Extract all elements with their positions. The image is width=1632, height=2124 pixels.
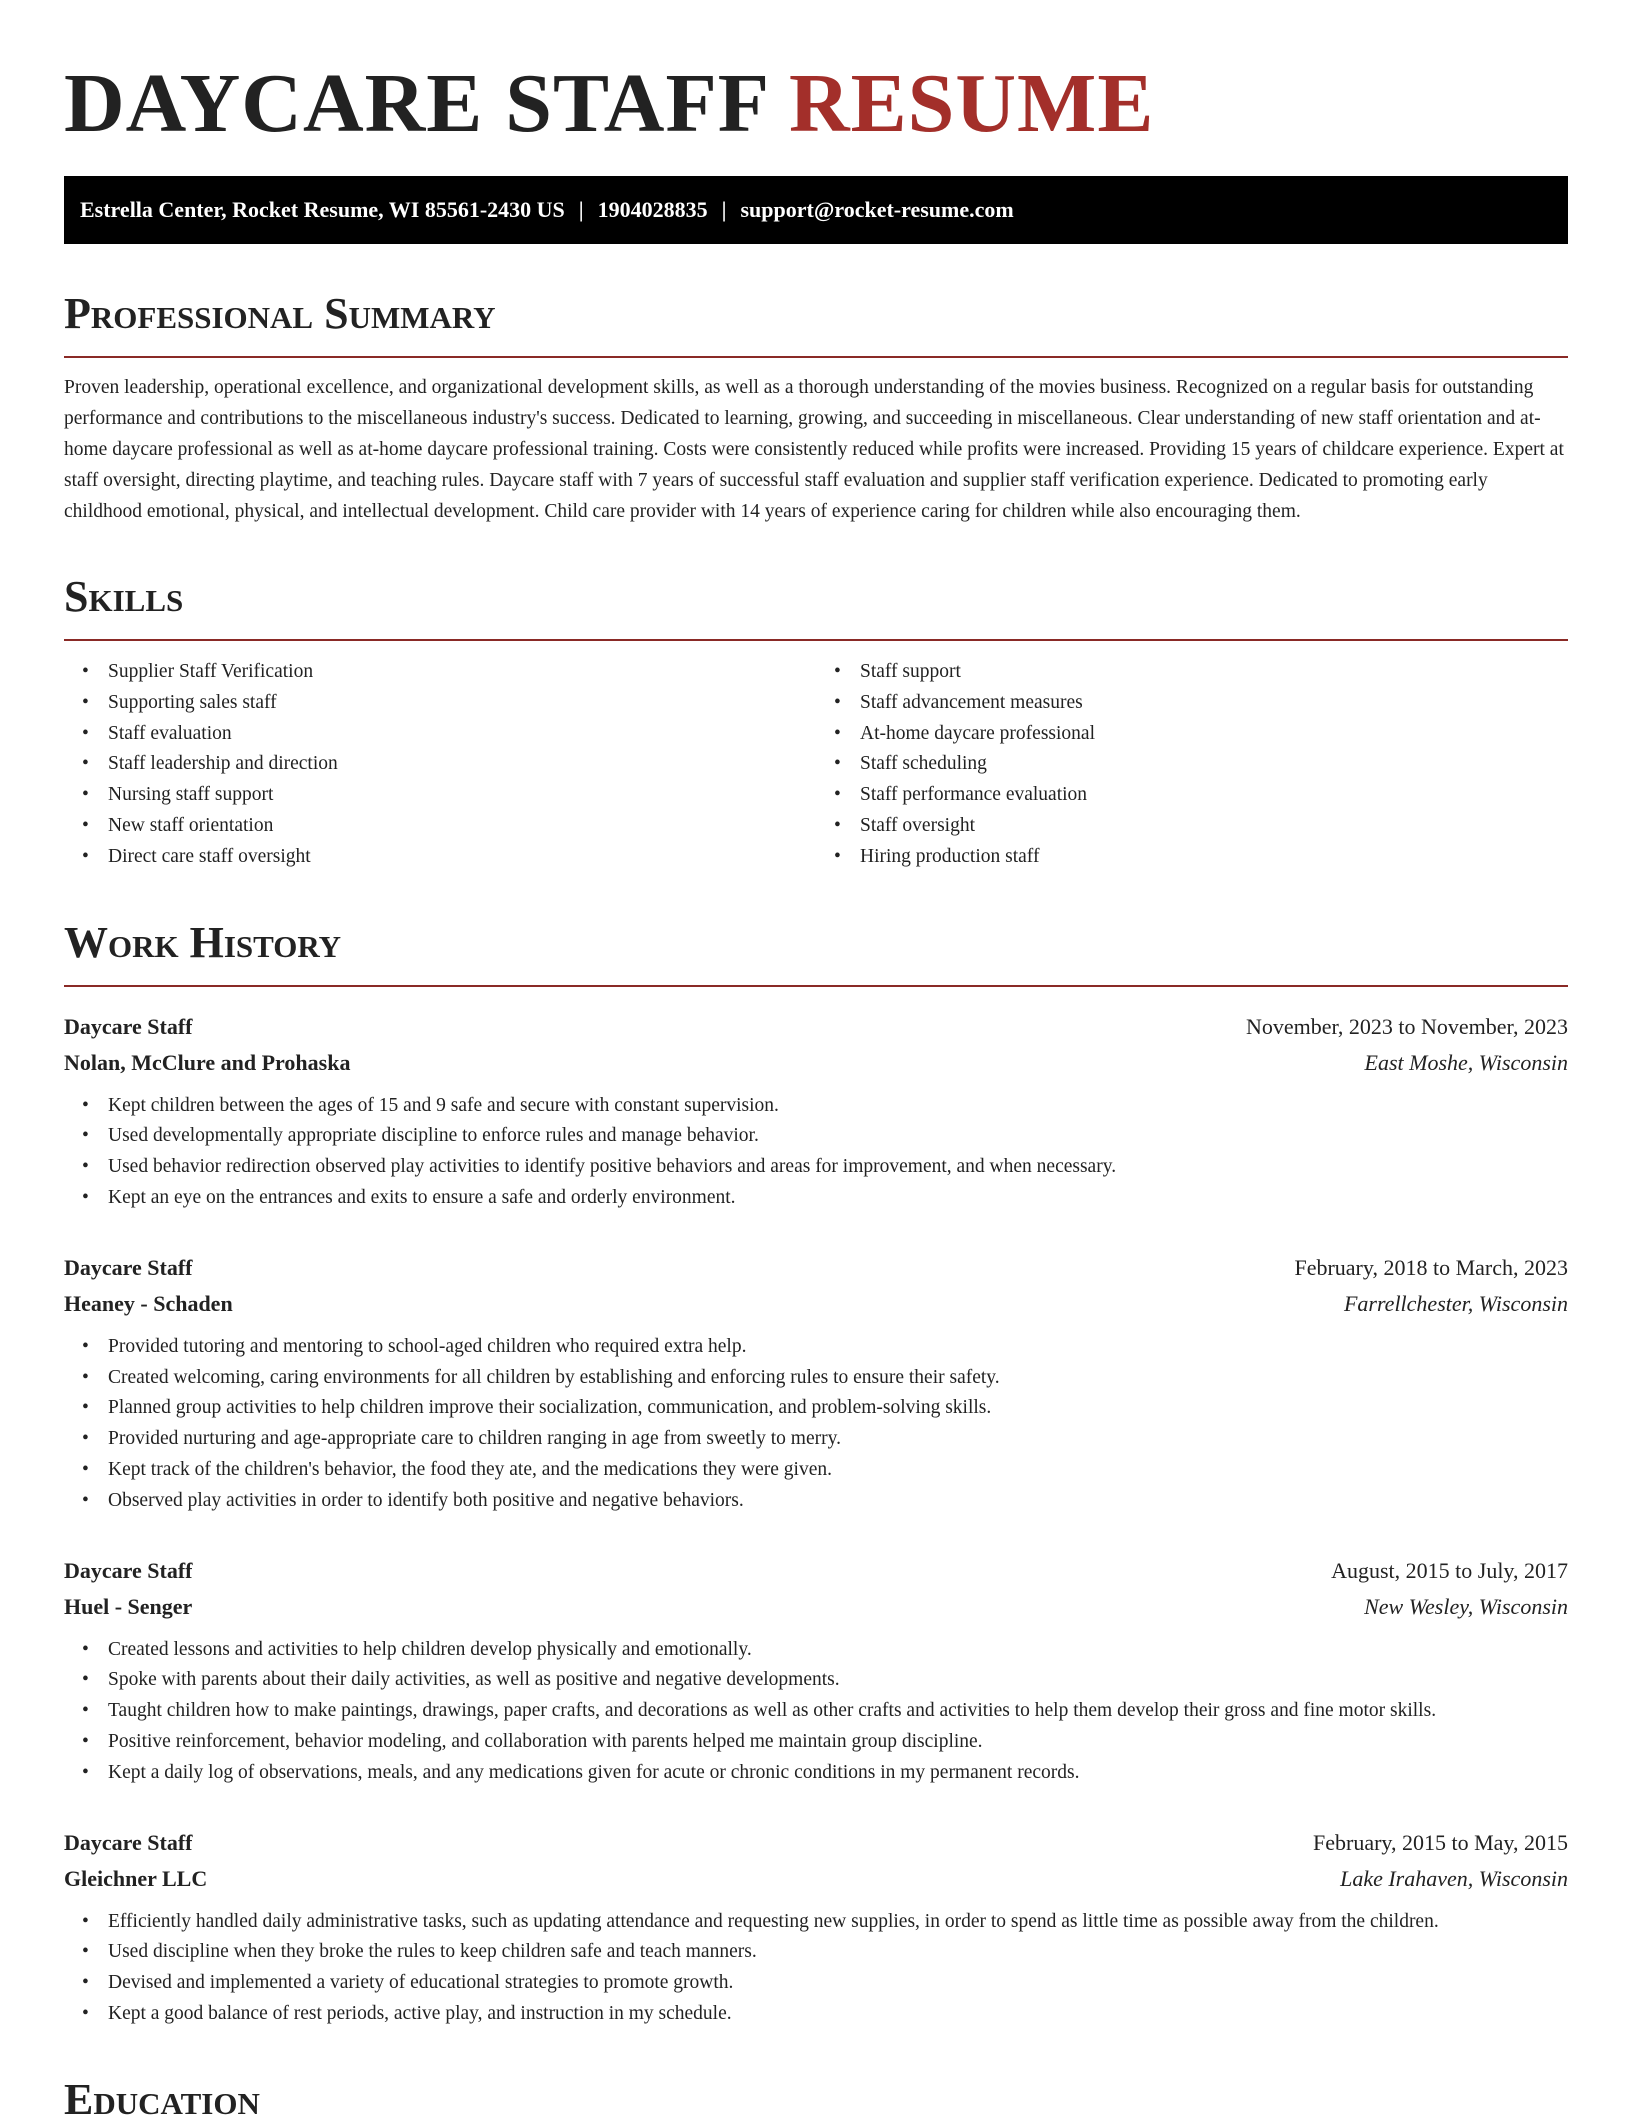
skill-item: • Staff scheduling xyxy=(860,749,1568,780)
job-bullet: • Kept a daily log of observations, meals, and any medications given for acute or chronic conditions in my permanent records. xyxy=(108,1758,1568,1789)
job-header-row xyxy=(64,1553,1568,1589)
job-bullets xyxy=(64,1907,1568,2030)
job-title: Daycare Staff xyxy=(64,1254,193,1280)
job-bullets xyxy=(64,1091,1568,1214)
job-location: East Moshe, Wisconsin xyxy=(1364,1049,1568,1075)
section-heading-skills: Skills xyxy=(64,572,184,621)
job-bullet: • Kept children between the ages of 15 and 9 safe and secure with constant supervision. xyxy=(108,1091,1568,1122)
job-bullet: • Created welcoming, caring environments for all children by establishing and enforcing rules to ensure their safety. xyxy=(108,1363,1568,1394)
job-bullet: • Used developmentally appropriate discipline to enforce rules and manage behavior. xyxy=(108,1121,1568,1152)
skill-item: • Staff evaluation xyxy=(108,719,816,750)
section-divider xyxy=(64,985,1568,987)
job-bullet: • Kept a good balance of rest periods, active play, and instruction in my schedule. xyxy=(108,1999,1568,2030)
skills-section xyxy=(64,573,1568,873)
job-dates: November, 2023 to November, 2023 xyxy=(1245,1013,1568,1039)
job-bullet: • Observed play activities in order to identify both positive and negative behaviors. xyxy=(108,1486,1568,1517)
job-header-row xyxy=(64,1250,1568,1286)
job-entry xyxy=(64,1553,1568,1789)
job-bullet: • Spoke with parents about their daily activities, as well as positive and negative developments. xyxy=(108,1665,1568,1696)
job-company: Nolan, McClure and Prohaska xyxy=(64,1049,351,1075)
summary-text: Proven leadership, operational excellence, and organizational development skills, as well as a thorough understanding of the movies business. Recognized on a regular basis for outstanding performance and contributions to the miscellaneous industry's success. Dedicated to learning, growing, and succeeding in miscellaneous. Clear understanding of new staff orientation and at-home daycare professional as well as at-home daycare professional training. Costs were consistently reduced while profits were increased. Providing 15 years of childcare experience. Expert at staff oversight, directing playtime, and teaching rules. Daycare staff with 7 years of successful staff evaluation and supplier staff verification experience. Dedicated to promoting early childhood emotional, physical, and intellectual development. Child care provider with 14 years of experience caring for children while also encouraging them. xyxy=(64,377,1564,522)
job-entry xyxy=(64,1825,1568,2030)
section-heading-education: Education xyxy=(64,2074,260,2124)
job-bullet: • Kept track of the children's behavior, the food they ate, and the medications they were given. xyxy=(108,1455,1568,1486)
professional-summary-section xyxy=(64,290,1568,527)
job-company-row xyxy=(64,1589,1568,1625)
job-bullet: • Positive reinforcement, behavior modeling, and collaboration with parents helped me maintain group discipline. xyxy=(108,1727,1568,1758)
work-history-section xyxy=(64,919,1568,2030)
job-entry xyxy=(64,1250,1568,1517)
contact-separator: | xyxy=(578,197,584,222)
job-title: Daycare Staff xyxy=(64,1829,193,1855)
skill-item: • Staff advancement measures xyxy=(860,688,1568,719)
job-company-row xyxy=(64,1861,1568,1897)
job-location: Lake Irahaven, Wisconsin xyxy=(1340,1865,1568,1891)
job-bullets xyxy=(64,1635,1568,1789)
job-bullet: • Planned group activities to help children improve their socialization, communication, and problem-solving skills. xyxy=(108,1393,1568,1424)
job-dates: February, 2018 to March, 2023 xyxy=(1294,1254,1568,1280)
skill-item: • Staff oversight xyxy=(860,811,1568,842)
job-title: Daycare Staff xyxy=(64,1013,193,1039)
job-bullet: • Efficiently handled daily administrative tasks, such as updating attendance and requesting new supplies, in order to spend as little time as possible away from the children. xyxy=(108,1907,1568,1938)
skills-grid xyxy=(64,657,1568,873)
section-divider xyxy=(64,639,1568,641)
job-entry xyxy=(64,1009,1568,1214)
section-heading-work-history: Work History xyxy=(64,917,342,967)
job-location: New Wesley, Wisconsin xyxy=(1364,1593,1568,1619)
contact-separator: | xyxy=(721,197,727,222)
job-bullet: • Devised and implemented a variety of educational strategies to promote growth. xyxy=(108,1968,1568,1999)
skill-item: • Direct care staff oversight xyxy=(108,842,816,873)
job-header-row xyxy=(64,1009,1568,1045)
job-bullet: • Used behavior redirection observed play activities to identify positive behaviors and areas for improvement, and when necessary. xyxy=(108,1152,1568,1183)
title-main: DAYCARE STAFF xyxy=(64,57,767,150)
job-company: Huel - Senger xyxy=(64,1593,193,1619)
job-company: Heaney - Schaden xyxy=(64,1290,233,1316)
skill-item: • Staff leadership and direction xyxy=(108,749,816,780)
title-accent: RESUME xyxy=(788,57,1155,150)
contact-email[interactable]: support@rocket-resume.com xyxy=(740,197,1014,222)
skills-column-left xyxy=(64,657,816,873)
job-bullet: • Provided tutoring and mentoring to school-aged children who required extra help. xyxy=(108,1332,1568,1363)
job-location: Farrellchester, Wisconsin xyxy=(1343,1290,1568,1316)
job-company: Gleichner LLC xyxy=(64,1865,208,1891)
skills-column-right xyxy=(816,657,1568,873)
skill-item: • At-home daycare professional xyxy=(860,719,1568,750)
contact-phone[interactable]: 1904028835 xyxy=(597,197,708,222)
skill-item: • Supporting sales staff xyxy=(108,688,816,719)
job-bullet: • Used discipline when they broke the rules to keep children safe and teach manners. xyxy=(108,1937,1568,1968)
skill-item: • New staff orientation xyxy=(108,811,816,842)
resume-title xyxy=(64,0,1568,150)
job-bullet: • Created lessons and activities to help children develop physically and emotionally. xyxy=(108,1635,1568,1666)
job-bullet: • Provided nurturing and age-appropriate care to children ranging in age from sweetly to merry. xyxy=(108,1424,1568,1455)
skill-item: • Hiring production staff xyxy=(860,842,1568,873)
section-divider xyxy=(64,356,1568,358)
job-company-row xyxy=(64,1045,1568,1081)
skill-item: • Staff performance evaluation xyxy=(860,780,1568,811)
job-header-row xyxy=(64,1825,1568,1861)
job-bullet: • Taught children how to make paintings, drawings, paper crafts, and decorations as well as other crafts and activities to help them develop their gross and fine motor skills. xyxy=(108,1696,1568,1727)
contact-bar xyxy=(64,176,1568,244)
job-bullets xyxy=(64,1332,1568,1517)
education-section xyxy=(64,2076,1568,2124)
job-dates: February, 2015 to May, 2015 xyxy=(1313,1829,1568,1855)
skill-item: • Nursing staff support xyxy=(108,780,816,811)
skill-item: • Supplier Staff Verification xyxy=(108,657,816,688)
job-company-row xyxy=(64,1286,1568,1322)
job-list xyxy=(64,1009,1568,2030)
section-heading-summary: Professional Summary xyxy=(64,289,496,338)
job-bullet: • Kept an eye on the entrances and exits to ensure a safe and orderly environment. xyxy=(108,1183,1568,1214)
contact-address: Estrella Center, Rocket Resume, WI 85561-2430 US xyxy=(80,197,565,222)
job-title: Daycare Staff xyxy=(64,1557,193,1583)
job-dates: August, 2015 to July, 2017 xyxy=(1331,1557,1568,1583)
skill-item: • Staff support xyxy=(860,657,1568,688)
